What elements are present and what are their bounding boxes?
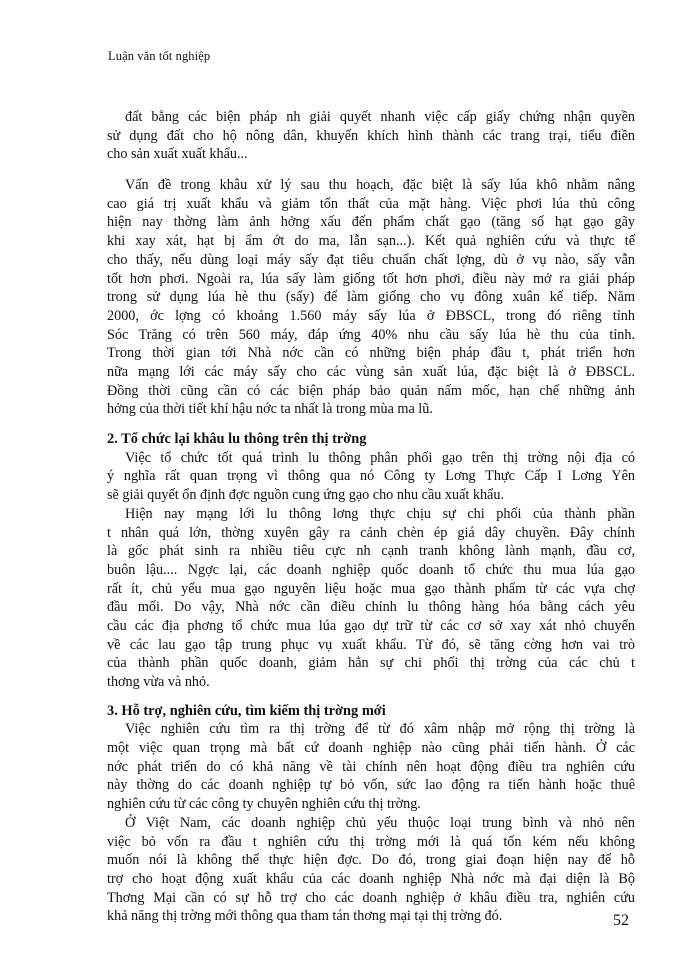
text-line: 2000, ớc lợng có khoảng 1.560 máy sấy lúa ở ĐBSCL, trong đó riêng tỉnh xyxy=(107,307,635,324)
paragraph xyxy=(107,814,635,926)
text-line: Trong thời gian tới Nhà nớc cần có những biện pháp đầu t, phát triển hơn xyxy=(107,345,635,362)
text-line: khi xay xát, hạt bị ẩm ớt do ma, lẫn sạn...). Kết quả nghiên cứu và thực tế xyxy=(107,233,635,250)
text-line: Việc nghiên cứu tìm ra thị trờng để từ đó xâm nhập mở rộng thị trờng là xyxy=(125,721,635,738)
text-line: buôn lậu.... Ngợc lại, các doanh nghiệp quốc doanh tổ chức thu mua lúa gạo xyxy=(107,561,635,578)
text-line: cầu các địa phơng tổ chức mua lúa gạo dự trữ từ các cơ sở xay xát nhỏ chuyển xyxy=(107,617,635,634)
text-line: hiện nay thờng làm ảnh hởng xấu đến phẩm chất gạo (tăng số hạt gạo gãy xyxy=(107,214,635,231)
text-line: là gốc phát sinh ra nhiều tiêu cực nh cạnh tranh không lành mạnh, đầu cơ, xyxy=(107,543,635,560)
text-line: trợ cho hoạt động xuất khẩu của các doanh nghiệp Nhà nớc mà đại diện là Bộ xyxy=(107,870,635,887)
text-line: Việc tổ chức tốt quá trình lu thông phân phối gạo trên thị trờng nội địa có xyxy=(125,449,635,466)
text-line: tốt hơn phơi. Ngoài ra, lúa sấy làm giống tốt hơn phơi, điều này mở ra giải pháp xyxy=(107,270,635,287)
text-line: Ở Việt Nam, các doanh nghiệp chủ yếu thuộc loại trung bình và nhỏ nên xyxy=(125,814,635,831)
text-line: việc bỏ vốn ra đầu t nghiên cứu thị trờng mới là quá tốn kém nếu không xyxy=(107,833,635,850)
text-line: này thờng do các doanh nghiệp tự bỏ vốn, sức lao động ra tiến hành hoặc thuê xyxy=(107,777,635,794)
paragraph xyxy=(107,505,635,692)
section-heading: 2. Tổ chức lại khâu lu thông trên thị trờng xyxy=(107,431,367,448)
text-line: ý nghĩa rất quan trọng vì thông qua nó Công ty Lơng Thực Cấp I Lơng Yên xyxy=(107,468,635,485)
text-line: Đồng thời cũng cần có các biện pháp bảo quản nấm mốc, hạn chế những ảnh xyxy=(107,382,635,399)
text-line: trong sử dụng lúa hè thu (sấy) để làm giống cho vụ đông xuân kế tiếp. Năm xyxy=(107,289,635,306)
paragraph xyxy=(107,720,635,813)
text-line: sẽ giải quyết ổn định đợc nguồn cung ứng gạo cho nhu cầu xuất khẩu. xyxy=(107,487,504,504)
text-line: cho thấy, nếu dùng loại máy sấy đạt tiêu chuẩn chất lợng, dù ở vụ nào, sấy vẫn xyxy=(107,251,635,268)
text-line: Hiện nay mạng lới lu thông lơng thực chịu sự chi phối của thành phần xyxy=(125,505,635,522)
text-line: nghiên cứu từ các công ty chuyên nghiên cứu thị trờng. xyxy=(107,796,421,813)
paragraph xyxy=(107,108,635,164)
paragraph xyxy=(107,449,635,505)
text-line: nữa mạng lới các máy sấy cho các vùng sản xuất lúa, đặc biệt là ở ĐBSCL. xyxy=(107,363,635,380)
section-heading: 3. Hỗ trợ, nghiên cứu, tìm kiếm thị trờng mới xyxy=(107,702,386,719)
text-line: cho sản xuất xuất khẩu... xyxy=(107,146,248,163)
text-line: hởng của thời tiết khí hậu nớc ta nhất là trong mùa ma lũ. xyxy=(107,401,433,418)
text-line: cao giá trị xuất khẩu và giảm tổn thất của mặt hàng. Việc phơi lúa thủ công xyxy=(107,195,635,212)
text-line: một việc quan trọng mà bất cứ doanh nghiệp nào cũng phải tiến hành. Ở các xyxy=(107,740,635,757)
text-line: Vấn đề trong khâu xử lý sau thu hoạch, đặc biệt là sấy lúa khô nhằm nâng xyxy=(125,177,635,194)
text-line: t nhân quá lớn, thờng xuyên gây ra cảnh chèn ép giá dây chuyền. Đây chính xyxy=(107,524,635,541)
text-line: của thành phần quốc doanh, giảm hẳn sự chi phối thị trờng của các chủ t xyxy=(107,655,635,672)
text-line: đất bằng các biện pháp nh giải quyết nhanh việc cấp giấy chứng nhận quyền xyxy=(125,109,635,125)
page-number: 52 xyxy=(613,912,629,929)
text-line: Thơng Mại cần có sự hỗ trợ cho các doanh nghiệp ở khâu điều tra, nghiên cứu xyxy=(107,889,635,906)
text-line: đầu mối. Do vậy, Nhà nớc cần điều chỉnh lu thông hàng hóa bằng cách yêu xyxy=(107,599,635,616)
paragraph xyxy=(107,176,635,419)
running-header: Luận văn tốt nghiệp xyxy=(108,49,211,63)
text-line: muốn nói là không thể thực hiện đợc. Do đó, trong giai đoạn hiện nay để hỗ xyxy=(107,852,635,869)
text-line: sử dụng đất cho hộ nông dân, khuyến khích hình thành các trang trại, tiểu điền xyxy=(107,127,635,144)
text-line: về các lau gạo tập trung phục vụ xuất khẩu. Từ đó, sẽ tăng cờng hơn vai trò xyxy=(107,636,635,653)
document-body xyxy=(107,108,635,926)
text-line: nớc phát triển do có khả năng về tài chính nên hoạt động điều tra nghiên cứu xyxy=(107,758,635,775)
text-line: thơng vừa và nhỏ. xyxy=(107,674,210,690)
text-line: Sóc Trăng có trên 560 máy, đáp ứng 40% nhu cầu sấy lúa hè thu của tỉnh. xyxy=(107,326,635,343)
text-line: rất ít, chủ yếu mua gạo nguyên liệu hoặc mua gạo thành phẩm từ các vựa chợ xyxy=(107,580,635,597)
text-line: khả năng thị trờng mới thông qua tham tán thơng mại tại thị trờng đó. xyxy=(107,908,503,925)
